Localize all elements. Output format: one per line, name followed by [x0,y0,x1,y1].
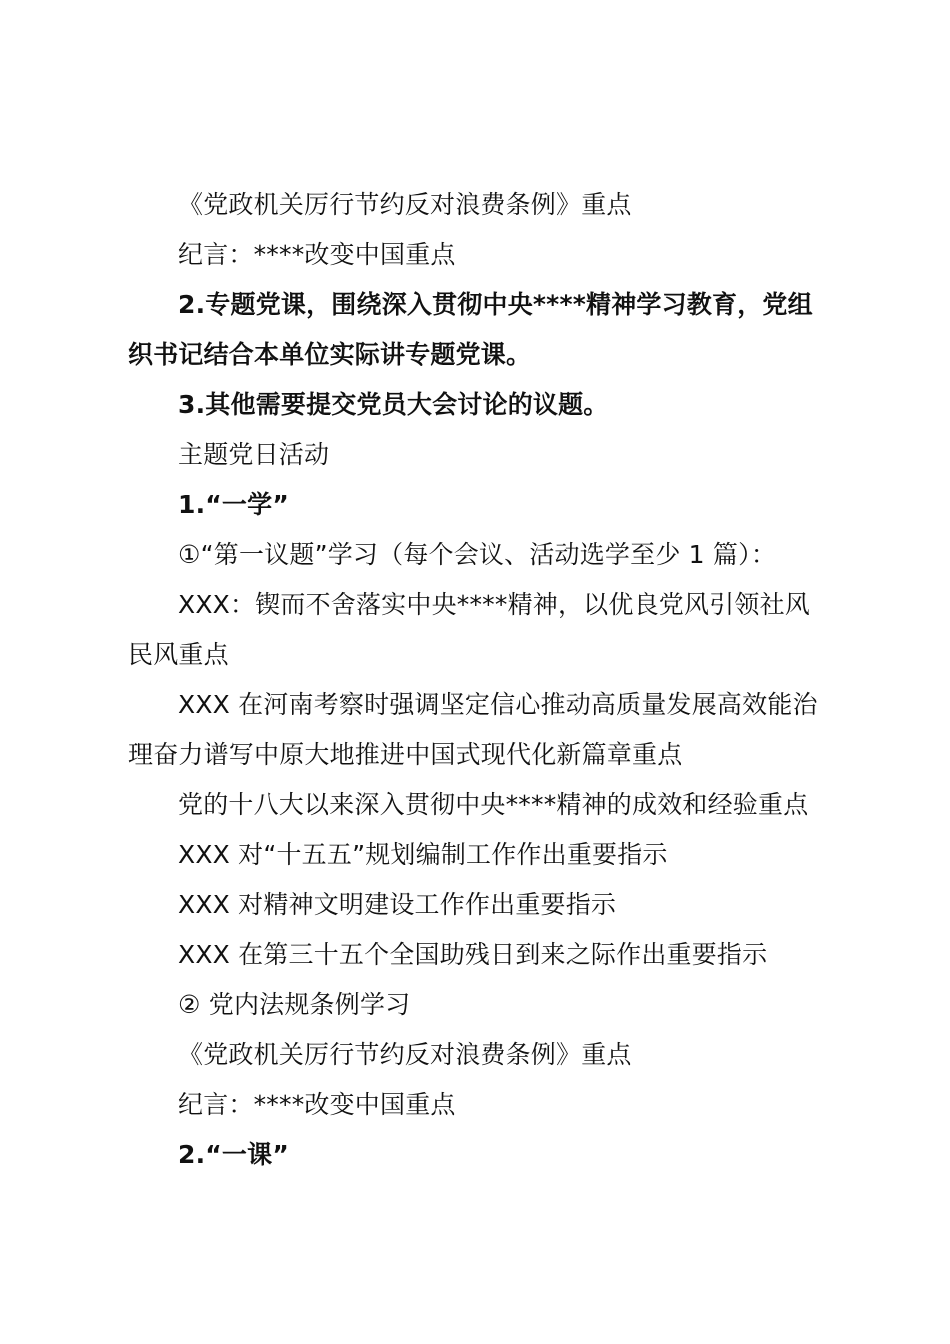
doc-line-xxx-henan: XXX 在河南考察时强调坚定信心推动高质量发展高效能治 [178,690,818,719]
doc-heading-yi-xue: 1.“一学” [178,490,289,519]
doc-line-xxx-henan-continuation: 理奋力谱写中原大地推进中国式现代化新篇章重点 [128,740,683,769]
doc-line-fifteen-five-plan: XXX 对“十五五”规划编制工作作出重要指示 [178,840,668,869]
doc-line-item2-party-lecture: 2.专题党课，围绕深入贯彻中央****精神学习教育，党组 [178,290,813,319]
doc-line-regulation-title: 《党政机关厉行节约反对浪费条例》重点 [178,190,632,219]
doc-heading-yi-ke: 2.“一课” [178,1140,289,1169]
doc-line-first-topic-study: ①“第一议题”学习（每个会议、活动选学至少 1 篇）： [178,540,777,569]
doc-line-xxx-jiaer: XXX：锲而不舍落实中央****精神，以优良党风引领社风 [178,590,810,619]
doc-line-spiritual-civilization: XXX 对精神文明建设工作作出重要指示 [178,890,617,919]
doc-line-jiyan-2: 纪言：****改变中国重点 [178,1090,456,1119]
doc-line-jiyan: 纪言：****改变中国重点 [178,240,456,269]
doc-line-party-regulations-study: ② 党内法规条例学习 [178,990,411,1019]
doc-line-xxx-jiaer-continuation: 民风重点 [128,640,229,669]
doc-line-item3-other-topics: 3.其他需要提交党员大会讨论的议题。 [178,390,609,419]
doc-heading-theme-day: 主题党日活动 [178,440,330,469]
doc-line-disability-day: XXX 在第三十五个全国助残日到来之际作出重要指示 [178,940,768,969]
doc-line-regulation-title-2: 《党政机关厉行节约反对浪费条例》重点 [178,1040,632,1069]
doc-line-item2-continuation: 织书记结合本单位实际讲专题党课。 [128,340,532,369]
doc-line-eighteenth-congress: 党的十八大以来深入贯彻中央****精神的成效和经验重点 [178,790,809,819]
